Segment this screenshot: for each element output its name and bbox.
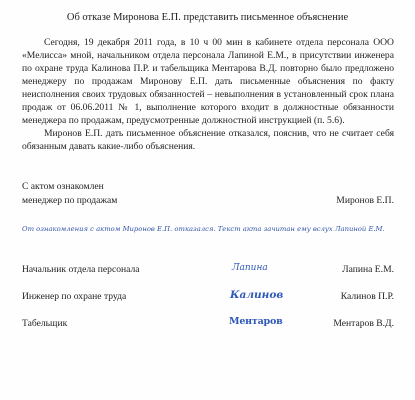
document-body (22, 36, 394, 153)
document-title: Об отказе Миронова Е.П. представить письменное объяснение (66, 12, 349, 23)
handwritten-refusal-note: От ознакомления с актом Миронов Е.П. отказался. Текст акта зачитан ему вслух Лапиной Е.М. (22, 225, 385, 233)
body-paragraph-1: Сегодня, 19 декабря 2011 года, в 10 ч 00 мин в кабинете отдела персонала ООО «Мелисса» мной, начальником отдела персонала Лапиной Е.М., в присутствии инженера по охране труда Калинова П.Р. и табельщика Ментарова В.Д. повторно было предложено менеджеру по продажам Миронову Е.П. дать письменные объяснения по факту неисполнения своих трудовых обязанностей – невыполнения в установленный срок плана продаж от 06.06.2011 № 1, выполнение которого входит в должностные обязанности менеджера по продажам, предусмотренные должностной инструкцией (п. 5.6). (22, 37, 394, 126)
signature-2: Калинов (230, 289, 284, 301)
acknowledgement-position: менеджер по продажам (22, 195, 118, 206)
body-paragraph-2: Миронов Е.П. дать письменное объяснение отказался, пояснив, что не считает себя обязанным давать какие-либо объяснения. (22, 128, 394, 152)
signature-3: Ментаров (229, 316, 283, 327)
signatory-position-2: Инженер по охране труда (22, 291, 127, 302)
signatory-name-2: Калинов П.Р. (340, 291, 394, 302)
signatory-name-3: Ментаров В.Д. (333, 318, 394, 329)
signatory-position-1: Начальник отдела персонала (22, 264, 140, 275)
acknowledgement-name: Миронов Е.П. (336, 195, 394, 206)
signature-1: Лапина (232, 263, 268, 273)
acknowledgement-heading: С актом ознакомлен (22, 181, 104, 192)
signatory-name-1: Лапина Е.М. (342, 264, 394, 275)
signatory-position-3: Табельщик (22, 318, 68, 329)
